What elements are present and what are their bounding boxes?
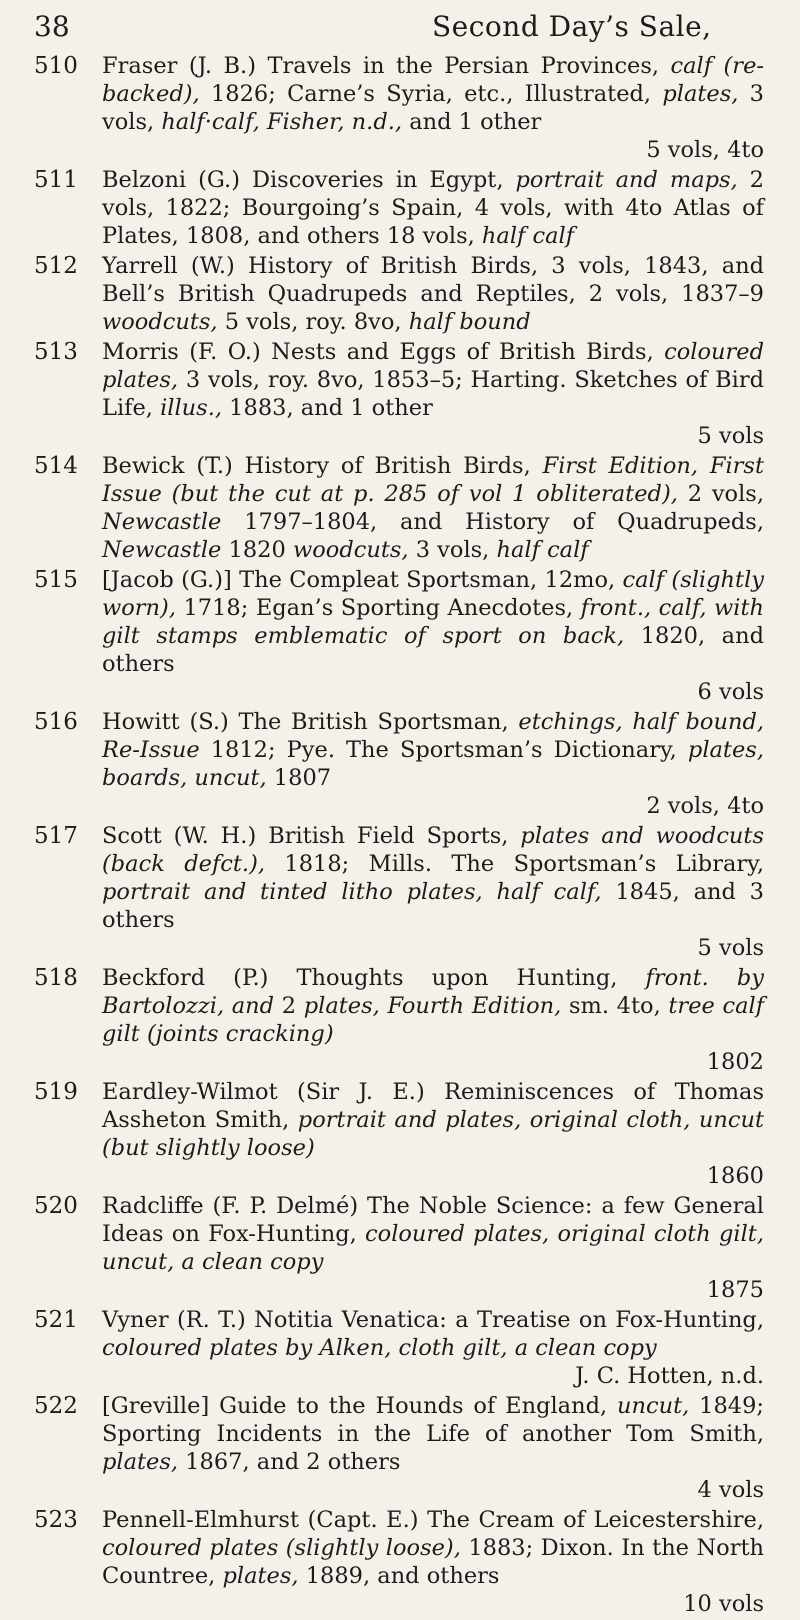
lot-entry [34,252,764,336]
lot-description-italic: portrait and plates, original cloth, uncut (but slightly loose) [102,1107,764,1161]
lot-description [102,1306,764,1362]
lot-description-text: 1889, and others [298,1563,500,1589]
lot-description-text: Morris (F. O.) Nests and Eggs of British Birds, [102,339,665,365]
lot-number: 513 [34,339,78,365]
lot-description-italic: front. by Bartolozzi, and [102,965,764,1019]
lot-description-text: 1826; Carne’s Syria, etc., Illustrated, [199,81,663,107]
lot-number: 520 [34,1193,78,1219]
lot-description [102,1078,764,1162]
lot-volume-count: 5 vols [697,935,764,961]
lot-description-italic: calf (slightly worn), [102,567,764,621]
lot-volume-count: 1875 [706,1277,764,1303]
lot-description-text: Howitt (S.) The British Sportsman, [102,709,519,735]
lot-description-text: 1820, and others [102,623,764,677]
lot-description-text: 1867, and 2 others [178,1449,401,1475]
lot-description-text: Yarrell (W.) History of British Birds, 3 vols, 1843, and Bell’s British Quadrupeds and Reptiles, 2 vols, 1837–9 [102,253,764,307]
lot-description-italic: tree calf gilt (joints cracking) [102,993,765,1047]
lot-entry [34,708,764,820]
lot-description-text: 2 [274,993,304,1019]
lot-description-italic: woodcuts, [292,537,409,563]
page-header [34,10,762,50]
lot-description-italic: half calf [496,537,589,563]
lot-description-text: 1718; Egan’s Sporting Anecdotes, [175,595,581,621]
lot-description-text: Pennell-Elmhurst (Capt. E.) The Cream of Leicestershire, [102,1507,764,1533]
lot-number: 518 [34,965,78,991]
lot-description-text: Belzoni (G.) Discoveries in Egypt, [102,167,516,193]
lot-description-text: 1845, and 3 others [102,879,764,933]
lot-description [102,452,764,564]
page-number: 38 [34,10,70,43]
lot-description-italic: illus., [160,395,223,421]
lot-number: 522 [34,1393,78,1419]
lot-entry [34,338,764,450]
lot-description-italic: plates, boards, uncut, [102,737,764,791]
lot-description-text: 1820 [221,537,293,563]
lot-description-italic: coloured plates, [102,339,764,393]
lot-number: 516 [34,709,78,735]
lot-number: 523 [34,1507,78,1533]
lot-description-text: 3 vols, [408,537,497,563]
lot-volume-count: 5 vols [697,423,764,449]
lot-description [102,1192,764,1276]
lot-description-text: Beckford (P.) Thoughts upon Hunting, [102,965,646,991]
lot-description [102,166,764,250]
lot-description [102,252,764,336]
lot-description-italic: plates, [102,1449,179,1475]
lot-entry [34,1306,764,1390]
lot-description [102,708,764,792]
lot-description-italic: plates, [222,1563,299,1589]
lot-description [102,1506,764,1590]
lot-description-text: 1818; Mills. The Sportsman’s Library, [265,851,764,877]
lot-description-italic: half calf [481,223,575,249]
lot-description-italic: calf (re-backed), [102,53,764,107]
lot-description-text: 2 vols, 1822; Bourgoing’s Spain, 4 vols, with 4to Atlas of Plates, 1808, and others 18 vols, [102,167,765,249]
lot-entry [34,822,764,962]
lot-number: 514 [34,453,78,479]
running-head: Second Day’s Sale, [432,10,712,43]
lot-description-italic: portrait and maps, [515,167,738,193]
lot-description-italic: plates and woodcuts (back defct.), [102,823,764,877]
lot-description-italic: Newcastle [102,509,222,535]
lot-description [102,566,764,678]
lot-list [34,52,764,1620]
lot-entry [34,964,764,1076]
lot-description-text: 1849; Sporting Incidents in the Life of another Tom Smith, [102,1393,764,1447]
lot-entry [34,52,764,164]
lot-volume-count: 10 vols [683,1591,764,1617]
lot-entry [34,166,764,250]
lot-description [102,338,764,422]
lot-description-text: Fraser (J. B.) Travels in the Persian Provinces, [102,53,671,79]
lot-description [102,52,764,136]
lot-description-text: Vyner (R. T.) Notitia Venatica: a Treatise on Fox-Hunting, [102,1307,764,1333]
lot-description [102,822,764,934]
lot-description-text: 1883, and 1 other [222,395,433,421]
lot-number: 511 [34,167,78,193]
lot-description-text: sm. 4to, [561,993,669,1019]
lot-description-text: 3 vols, roy. 8vo, 1853–5; Harting. Sketches of Bird Life, [102,367,764,421]
lot-description-italic: portrait and tinted litho plates, half calf, [102,879,602,905]
lot-volume-count: 1802 [706,1049,764,1075]
lot-description-text: 1797–1804, and History of Quadrupeds, [221,509,764,535]
lot-volume-count: 6 vols [697,679,764,705]
lot-entry [34,1392,764,1504]
lot-volume-count: 4 vols [697,1477,764,1503]
lot-description [102,964,764,1048]
lot-entry [34,1506,764,1618]
lot-description-text: 2 vols, [677,481,764,507]
lot-description-italic: plates, Fourth Edition, [303,993,562,1019]
lot-description-italic: half·calf, Fisher, n.d., [161,109,403,135]
lot-description-text: [Jacob (G.)] The Compleat Sportsman, 12mo, [102,567,623,593]
lot-number: 519 [34,1079,78,1105]
lot-description-italic: front., calf, with gilt stamps emblematic of sport on back, [102,595,764,649]
lot-description-text: Radcliffe (F. P. Delmé) The Noble Science: a few General Ideas on Fox-Hunting, [102,1193,764,1247]
lot-description [102,1392,764,1476]
lot-number: 521 [34,1307,78,1333]
lot-description-italic: First Edition, First Issue (but the cut at p. 285 of vol 1 obliterated), [102,453,764,507]
lot-description-text: 3 vols, [102,81,764,135]
lot-description-italic: coloured plates, original cloth gilt, uncut, a clean copy [102,1221,764,1275]
lot-description-text: Eardley-Wilmot (Sir J. E.) Reminiscences of Thomas Assheton Smith, [102,1079,764,1133]
lot-entry [34,566,764,706]
lot-description-italic: coloured plates by Alken, cloth gilt, a clean copy [102,1335,657,1361]
lot-number: 510 [34,53,78,79]
lot-entry [34,1192,764,1304]
lot-description-text: 1812; Pye. The Sportsman’s Dictionary, [199,737,688,763]
lot-description-text: 5 vols, roy. 8vo, [217,309,409,335]
lot-description-text: 1807 [266,765,332,791]
lot-description-italic: coloured plates (slightly loose), [102,1535,461,1561]
lot-volume-count: 5 vols, 4to [646,137,764,163]
lot-entry [34,452,764,564]
lot-description-italic: woodcuts, [102,309,218,335]
lot-description-italic: plates, [662,81,739,107]
lot-volume-count: J. C. Hotten, n.d. [575,1363,764,1389]
lot-description-italic: Newcastle [102,537,222,563]
lot-description-italic: half bound [408,309,531,335]
lot-description-text: 1883; Dixon. In the North Countree, [102,1535,764,1589]
lot-description-italic: etchings, half bound, Re-Issue [102,709,764,763]
lot-entry [34,1078,764,1190]
lot-description-text: and 1 other [402,109,542,135]
lot-number: 512 [34,253,78,279]
lot-description-text: Bewick (T.) History of British Birds, [102,453,543,479]
lot-number: 517 [34,823,78,849]
lot-volume-count: 1860 [706,1163,764,1189]
lot-description-italic: uncut, [617,1393,690,1419]
lot-number: 515 [34,567,78,593]
lot-description-text: Scott (W. H.) British Field Sports, [102,823,521,849]
lot-volume-count: 2 vols, 4to [646,793,764,819]
lot-description-text: [Greville] Guide to the Hounds of England, [102,1393,618,1419]
